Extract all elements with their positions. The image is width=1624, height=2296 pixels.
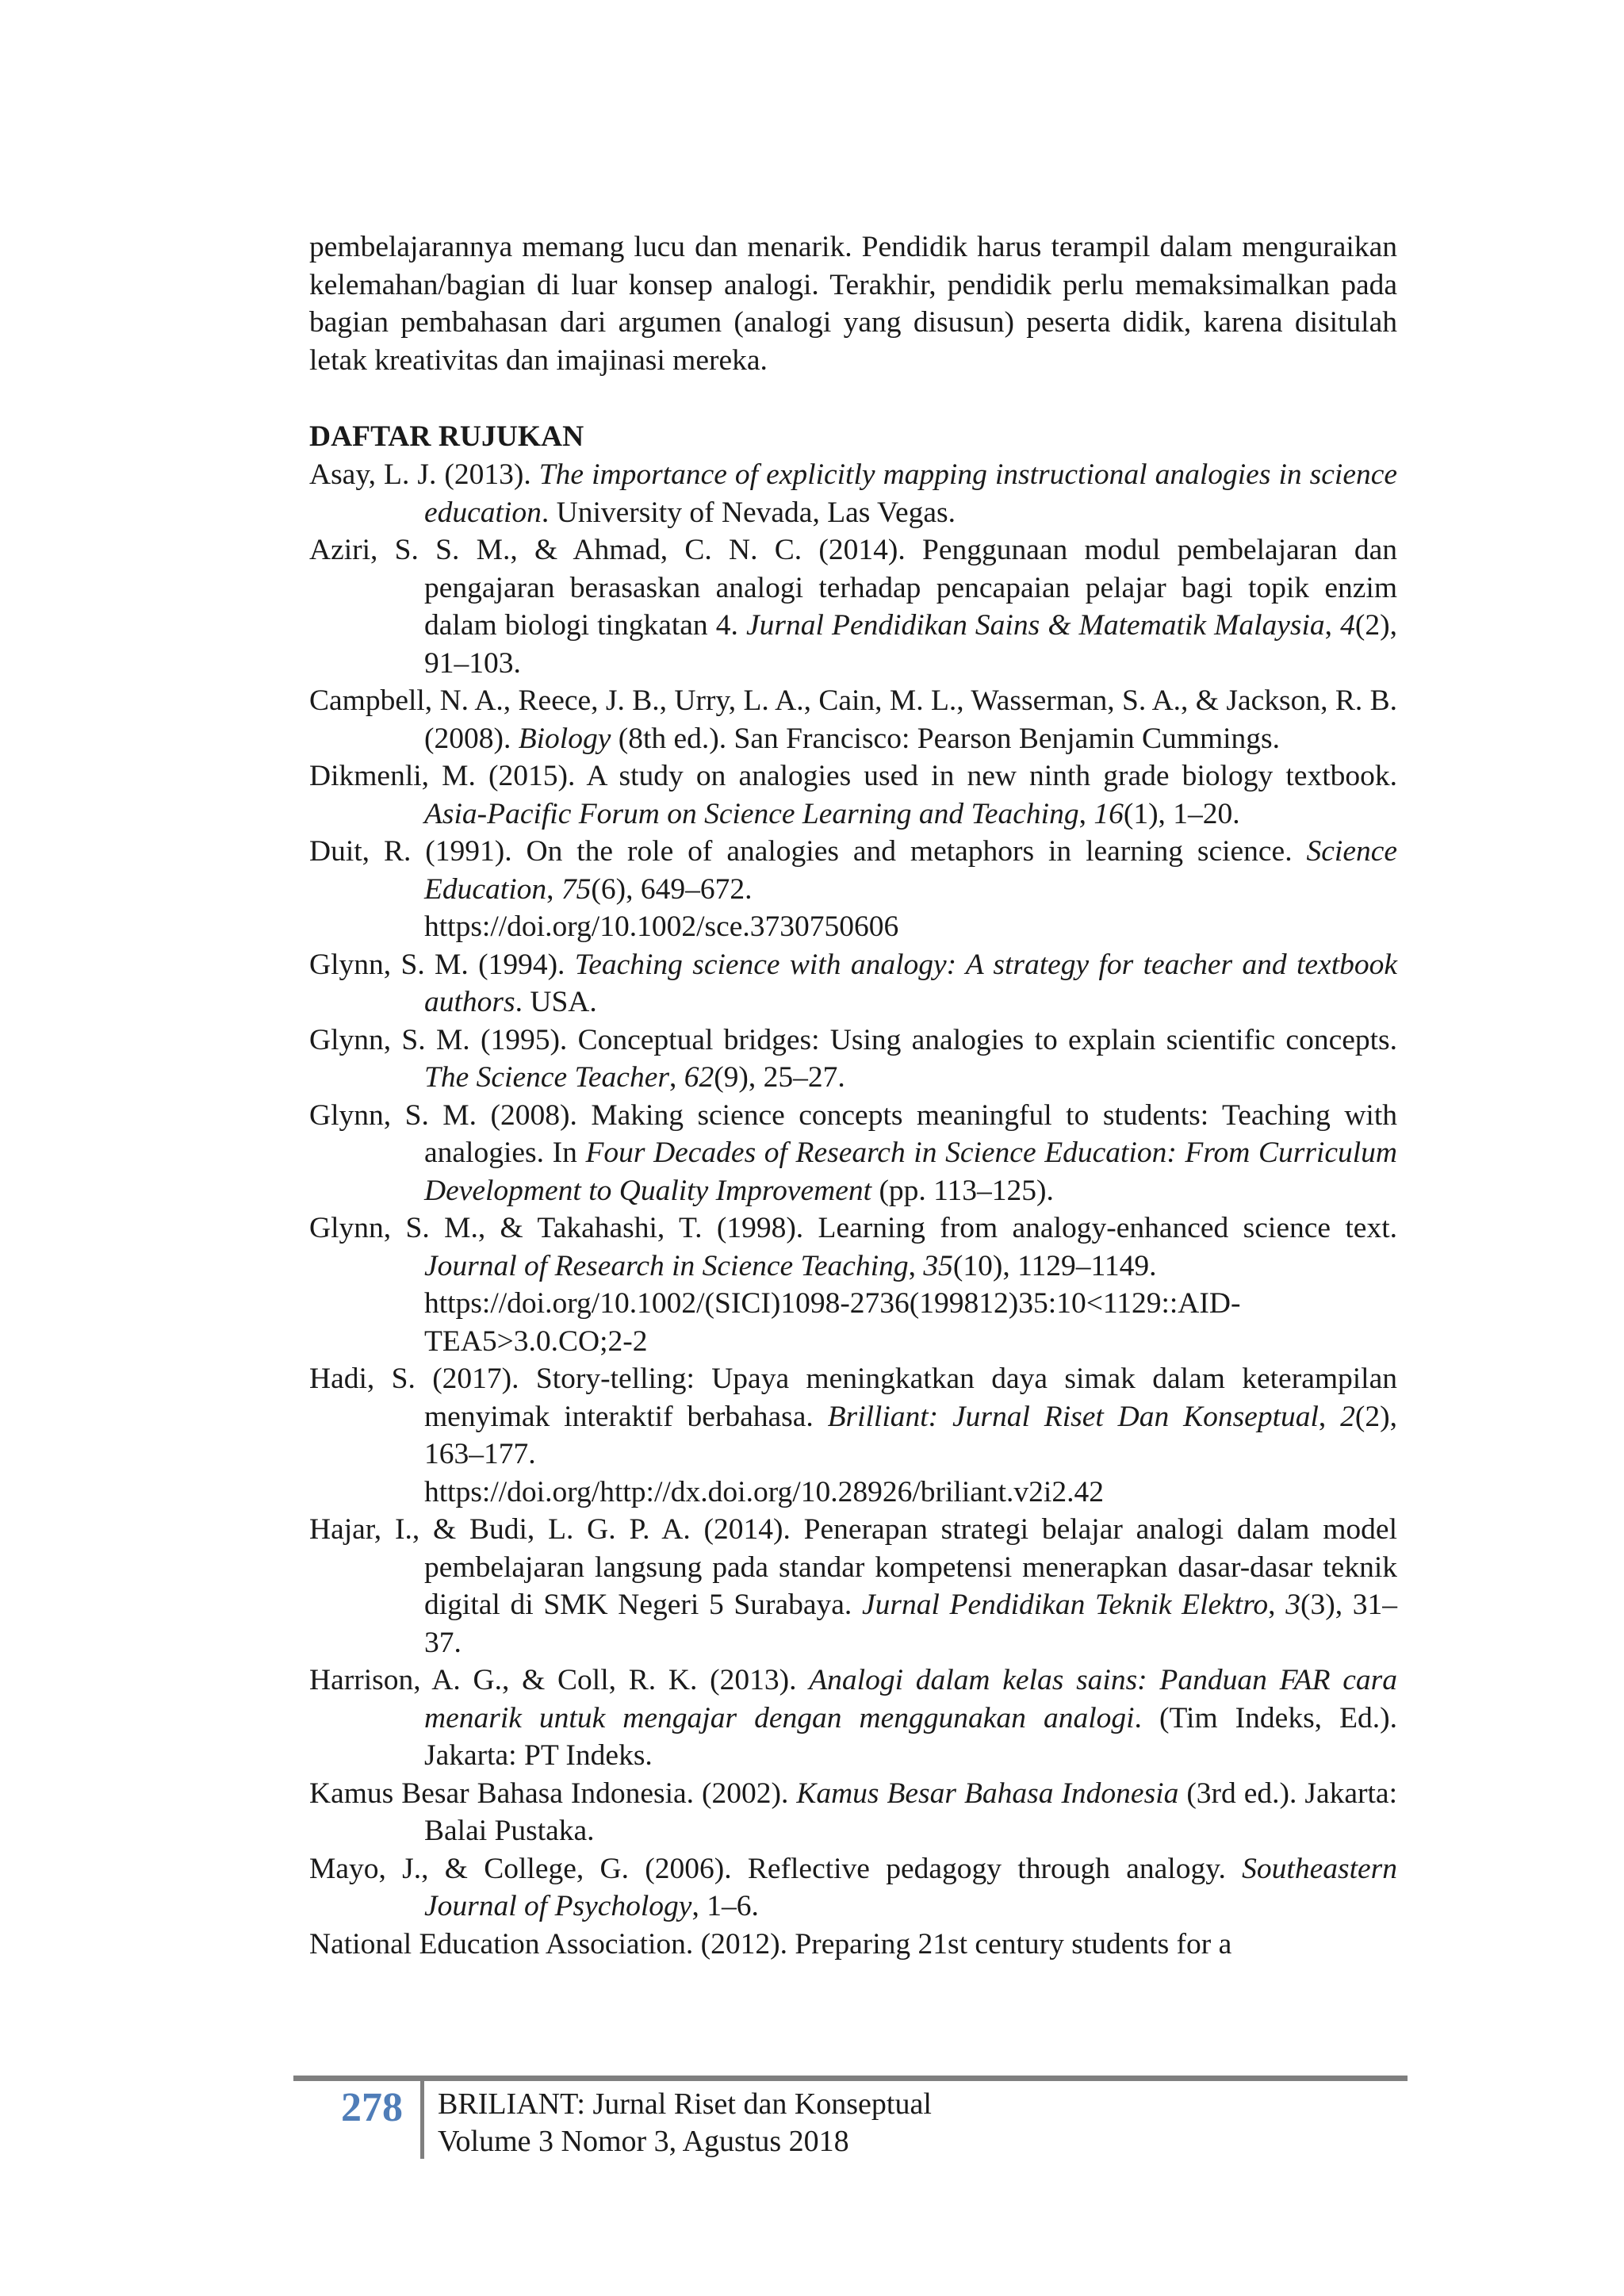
- reference-text: Glynn, S. M. (1995). Conceptual bridges: Using analogies to explain scientific concepts.: [309, 1023, 1397, 1056]
- reference-text: . USA.: [515, 986, 597, 1018]
- reference-text: Harrison, A. G., & Coll, R. K. (2013).: [309, 1664, 810, 1696]
- reference-entry: [309, 1209, 1397, 1360]
- reference-doi-link[interactable]: https://doi.org/http://dx.doi.org/10.28926/briliant.v2i2.42: [424, 1475, 1104, 1508]
- page-body: [309, 228, 1397, 1963]
- references-heading: DAFTAR RUJUKAN: [309, 420, 584, 453]
- reference-text: ,: [1268, 1589, 1286, 1621]
- reference-italic: Four Decades of Research in Science Education: From Curriculum Development to Quality Improvement: [424, 1137, 1397, 1207]
- reference-italic: 16: [1094, 797, 1124, 830]
- footer-issue: Volume 3 Nomor 3, Agustus 2018: [438, 2125, 849, 2158]
- reference-text: (10), 1129–1149.: [952, 1249, 1157, 1282]
- reference-text: Aziri, S. S. M., & Ahmad, C. N. C. (2014). Penggunaan modul pembelajaran dan pengajaran berasaskan analogi terhadap pencapaian pelajar bagi topik enzim dalam biologi tingkatan 4.: [309, 534, 1397, 642]
- reference-italic: Asia-Pacific Forum on Science Learning and Teaching: [424, 797, 1079, 830]
- reference-doi-link[interactable]: https://doi.org/10.1002/(SICI)1098-2736(199812)35:10<1129::AID-TEA5>3.0.CO;2-2: [424, 1287, 1241, 1358]
- reference-text: Glynn, S. M., & Takahashi, T. (1998). Learning from analogy-enhanced science text.: [309, 1212, 1397, 1244]
- reference-text: (2), 91–103.: [424, 609, 1397, 680]
- reference-text: ,: [1324, 609, 1341, 642]
- page-number: 278: [341, 2085, 403, 2130]
- footer-journal-name: BRILIANT: Jurnal Riset dan Konseptual: [438, 2087, 932, 2121]
- reference-italic: 4: [1340, 609, 1355, 642]
- reference-entry: [309, 757, 1397, 833]
- reference-text: Hadi, S. (2017). Story-telling: Upaya meningkatkan daya simak dalam keterampilan menyimak interaktif berbahasa.: [309, 1363, 1397, 1433]
- reference-text: . (Tim Indeks, Ed.). Jakarta: PT Indeks.: [424, 1701, 1397, 1772]
- footer-journal-info: [438, 2086, 932, 2160]
- reference-text: (3), 31–37.: [424, 1589, 1397, 1659]
- reference-text: Asay, L. J. (2013).: [309, 458, 539, 491]
- reference-entry: [309, 682, 1397, 757]
- reference-text: ,: [908, 1249, 924, 1282]
- reference-text: ,: [1318, 1400, 1341, 1433]
- reference-text: Campbell, N. A., Reece, J. B., Urry, L. A., Cain, M. L., Wasserman, S. A., & Jackson, R. B. (2008).: [309, 684, 1397, 755]
- reference-text: (1), 1–20.: [1123, 797, 1240, 830]
- reference-italic: Journal of Research in Science Teaching: [424, 1249, 909, 1282]
- reference-italic: Brilliant: Jurnal Riset Dan Konseptual: [827, 1400, 1319, 1433]
- reference-text: , 1–6.: [691, 1890, 759, 1922]
- reference-italic: Biology: [518, 722, 611, 755]
- reference-italic: Jurnal Pendidikan Teknik Elektro: [861, 1589, 1269, 1621]
- reference-italic: Jurnal Pendidikan Sains & Matematik Malaysia: [746, 609, 1325, 642]
- reference-italic: Analogi dalam kelas sains: Panduan FAR cara menarik untuk mengajar dengan menggunakan analogi: [424, 1664, 1397, 1734]
- reference-text: Glynn, S. M. (2008). Making science concepts meaningful to students: Teaching with analogies. In: [309, 1098, 1397, 1169]
- reference-entry: [309, 833, 1397, 946]
- reference-italic: 62: [684, 1061, 714, 1094]
- reference-text: ,: [668, 1061, 684, 1094]
- reference-text: National Education Association. (2012). Preparing 21st century students for a: [309, 1927, 1232, 1961]
- intro-paragraph: pembelajarannya memang lucu dan menarik. Pendidik harus terampil dalam menguraikan kelemahan/bagian di luar konsep analogi. Terakhir, pendidik perlu memaksimalkan pada bagian pembahasan dari argumen (analogi yang disusun) peserta didik, karena disitulah letak kreativitas dan imajinasi mereka.: [309, 231, 1397, 377]
- reference-text: Mayo, J., & College, G. (2006). Reflective pedagogy through analogy.: [309, 1852, 1243, 1885]
- reference-text: Glynn, S. M. (1994).: [309, 948, 575, 981]
- reference-italic: 3: [1285, 1589, 1300, 1621]
- reference-text: (6), 649–672.: [591, 872, 753, 906]
- reference-italic: The Science Teacher: [424, 1061, 669, 1094]
- reference-text: ,: [1078, 797, 1094, 830]
- reference-entry: [309, 1775, 1397, 1850]
- reference-entry: [309, 1850, 1397, 1926]
- reference-text: (2), 163–177.: [424, 1400, 1397, 1470]
- reference-entry: [309, 946, 1397, 1022]
- reference-entry: [309, 1097, 1397, 1210]
- reference-entry: [309, 1511, 1397, 1662]
- reference-entry: [309, 1926, 1397, 1964]
- reference-list: [309, 456, 1397, 1963]
- reference-entry: [309, 1022, 1397, 1097]
- reference-text: Kamus Besar Bahasa Indonesia. (2002).: [309, 1777, 797, 1810]
- reference-entry: [309, 1662, 1397, 1775]
- reference-text: (8th ed.). San Francisco: Pearson Benjamin Cummings.: [611, 722, 1281, 755]
- reference-text: Hajar, I., & Budi, L. G. P. A. (2014). Penerapan strategi belajar analogi dalam model pembelajaran langsung pada standar kompetensi menerapkan dasar-dasar teknik digital di SMK Negeri 5 Surabaya.: [309, 1513, 1397, 1621]
- reference-entry: [309, 531, 1397, 682]
- reference-italic: 35: [923, 1249, 953, 1282]
- reference-italic: The importance of explicitly mapping instructional analogies in science education: [424, 458, 1398, 529]
- reference-italic: Science Education: [424, 835, 1397, 906]
- reference-doi-link[interactable]: https://doi.org/10.1002/sce.3730750606: [424, 910, 899, 943]
- reference-text: . University of Nevada, Las Vegas.: [541, 496, 956, 529]
- reference-entry: [309, 456, 1397, 531]
- reference-text: Dikmenli, M. (2015). A study on analogies used in new ninth grade biology textbook.: [309, 760, 1397, 792]
- reference-entry: [309, 1360, 1397, 1511]
- footer-rule: [293, 2076, 1408, 2081]
- reference-text: (3rd ed.). Jakarta: Balai Pustaka.: [424, 1777, 1397, 1847]
- footer-divider: [420, 2081, 424, 2159]
- reference-italic: Kamus Besar Bahasa Indonesia: [796, 1777, 1179, 1810]
- reference-italic: Southeastern Journal of Psychology: [424, 1852, 1397, 1922]
- reference-text: Duit, R. (1991). On the role of analogies and metaphors in learning science.: [309, 835, 1307, 868]
- reference-text: (9), 25–27.: [714, 1061, 845, 1094]
- reference-italic: 2: [1340, 1400, 1355, 1433]
- reference-italic: Teaching science with analogy: A strategy for teacher and textbook authors: [424, 948, 1398, 1018]
- reference-text: ,: [546, 872, 561, 906]
- reference-italic: 75: [561, 872, 592, 906]
- reference-text: (pp. 113–125).: [871, 1174, 1054, 1207]
